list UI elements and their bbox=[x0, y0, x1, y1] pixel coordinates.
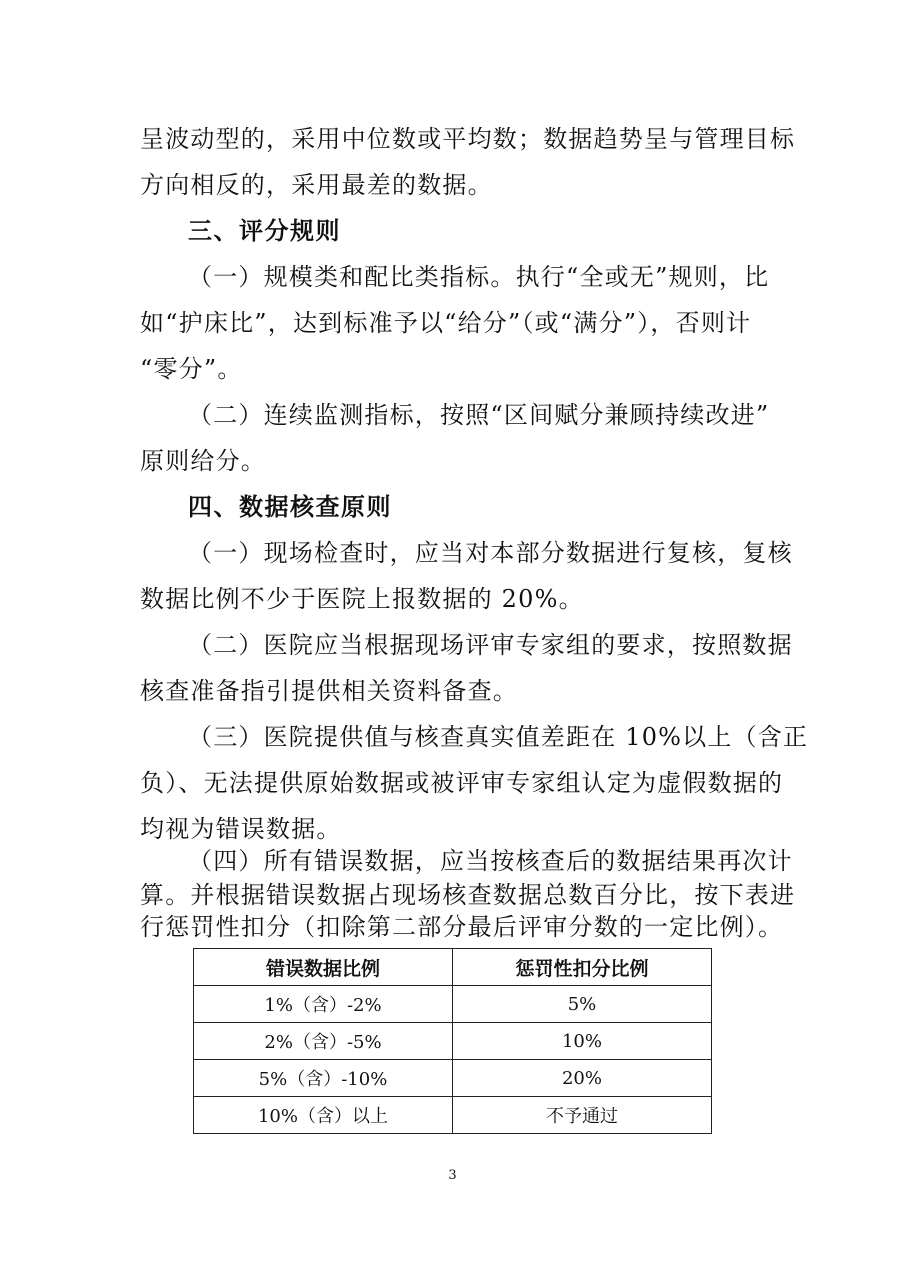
table-cell: 5% bbox=[453, 986, 712, 1023]
table-cell: 20% bbox=[453, 1060, 712, 1097]
table-cell: 10%（含）以上 bbox=[194, 1097, 453, 1134]
paragraph-line: 数据比例不少于医院上报数据的 20%。 bbox=[140, 585, 584, 613]
paragraph-line: 均视为错误数据。 bbox=[140, 815, 342, 843]
table-row bbox=[194, 1097, 712, 1134]
paragraph-line: 呈波动型的，采用中位数或平均数；数据趋势呈与管理目标 bbox=[140, 125, 796, 153]
paragraph-line: 行惩罚性扣分（扣除第二部分最后评审分数的一定比例）。 bbox=[140, 913, 784, 941]
paragraph-line: 如“护床比”，达到标准予以“给分”（或“满分”），否则计 bbox=[140, 309, 752, 337]
table-cell: 1%（含）-2% bbox=[194, 986, 453, 1023]
penalty-table bbox=[193, 948, 712, 1134]
table-header-cell: 惩罚性扣分比例 bbox=[453, 949, 712, 986]
paragraph-line: （四）所有错误数据，应当按核查后的数据结果再次计 bbox=[188, 847, 793, 875]
paragraph-line: 算。并根据错误数据占现场核查数据总数百分比，按下表进 bbox=[140, 881, 796, 909]
paragraph-line: （三）医院提供值与核查真实值差距在 10%以上（含正 bbox=[188, 723, 809, 751]
paragraph-line: 核查准备指引提供相关资料备查。 bbox=[140, 677, 518, 705]
section-heading-scoring-rules: 三、评分规则 bbox=[188, 217, 341, 245]
paragraph-line: 原则给分。 bbox=[140, 447, 266, 475]
table-row bbox=[194, 986, 712, 1023]
page-number: 3 bbox=[448, 1168, 457, 1183]
table-header-cell: 错误数据比例 bbox=[194, 949, 453, 986]
paragraph-line: （二）连续监测指标，按照“区间赋分兼顾持续改进” bbox=[188, 401, 770, 429]
paragraph-line: （一）现场检查时，应当对本部分数据进行复核，复核 bbox=[188, 539, 793, 567]
paragraph-line: 方向相反的，采用最差的数据。 bbox=[140, 171, 493, 199]
paragraph-line: （一）规模类和配比类指标。执行“全或无”规则，比 bbox=[188, 263, 770, 291]
table-row bbox=[194, 1060, 712, 1097]
paragraph-line: 负）、无法提供原始数据或被评审专家组认定为虚假数据的 bbox=[140, 769, 784, 797]
paragraph-line: “零分”。 bbox=[140, 355, 243, 383]
table-row bbox=[194, 1023, 712, 1060]
table-cell: 10% bbox=[453, 1023, 712, 1060]
table-cell: 不予通过 bbox=[453, 1097, 712, 1134]
table-cell: 5%（含）-10% bbox=[194, 1060, 453, 1097]
section-heading-data-verification: 四、数据核查原则 bbox=[188, 493, 392, 521]
table-cell: 2%（含）-5% bbox=[194, 1023, 453, 1060]
paragraph-line: （二）医院应当根据现场评审专家组的要求，按照数据 bbox=[188, 631, 793, 659]
table-header-row bbox=[194, 949, 712, 986]
